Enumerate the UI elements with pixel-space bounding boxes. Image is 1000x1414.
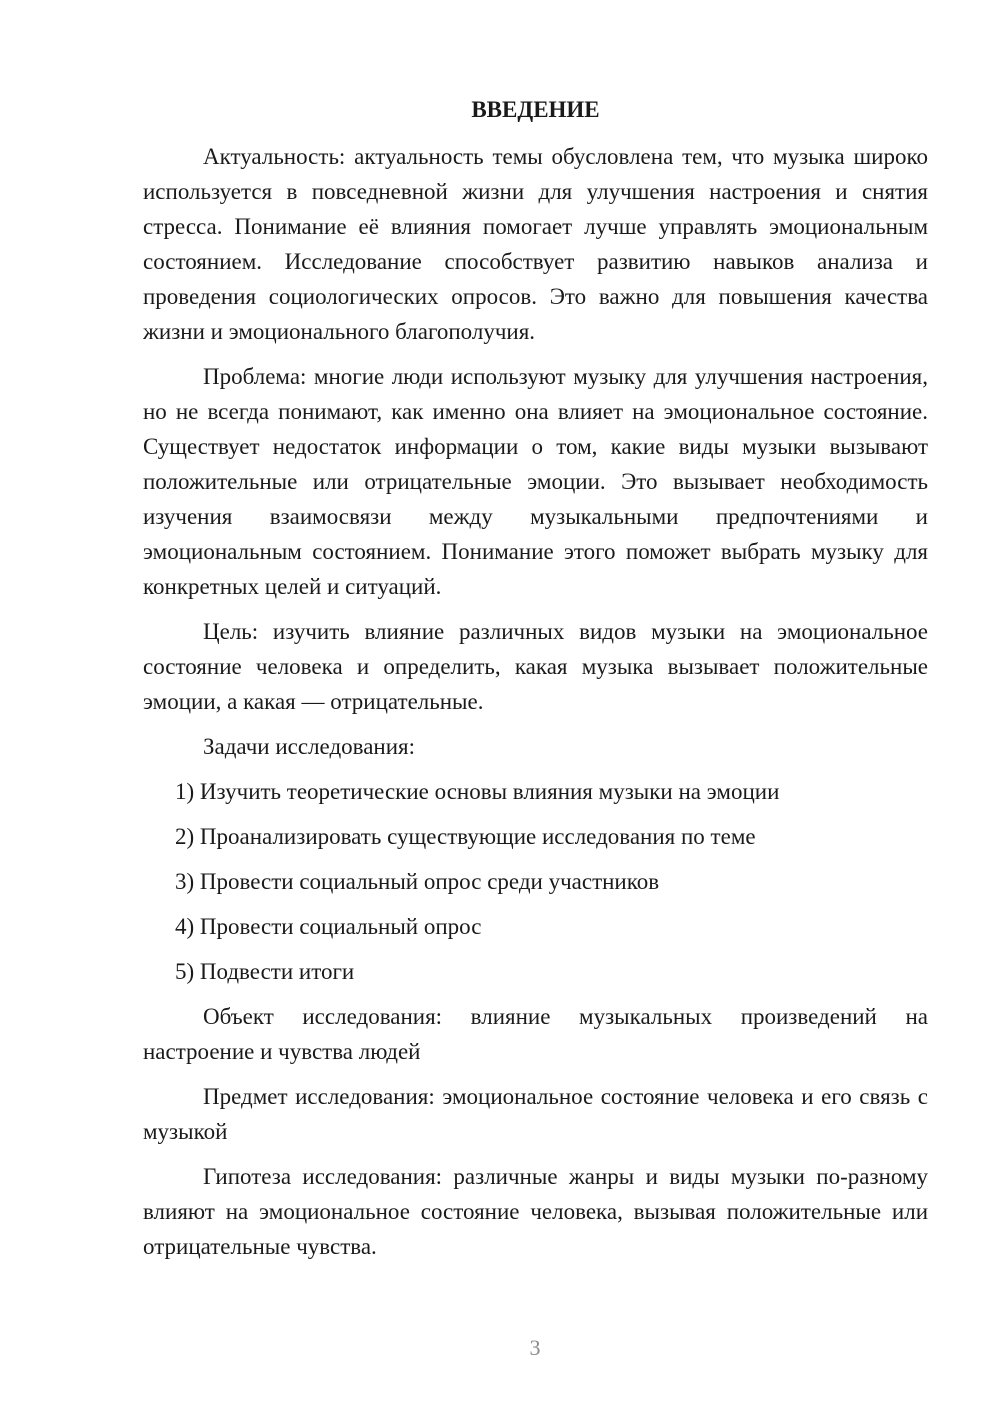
tasks-heading: Задачи исследования: bbox=[203, 734, 416, 759]
problem-paragraph: Проблема: многие люди используют музыку для улучшения настроения, но не всегда понимают, как именно она влияет на эмоциональное состояние. Существует недостаток информации о том, какие виды музыки вызывают положительные или отрицательные эмоции. Это вызывает необходимость изучения взаимосвязи между музыкальными предпочтениями и эмоциональным состоянием. Понимание этого поможет выбрать музыку для конкретных целей и ситуаций. bbox=[143, 364, 928, 599]
task-item-4: 4) Провести социальный опрос bbox=[175, 914, 482, 939]
tasks-list bbox=[143, 774, 928, 989]
relevance-paragraph: Актуальность: актуальность темы обусловлена тем, что музыка широко используется в повседневной жизни для улучшения настроения и снятия стресса. Понимание её влияния помогает лучше управлять эмоциональным состоянием. Исследование способствует развитию навыков анализа и проведения социологических опросов. Это важно для повышения качества жизни и эмоционального благополучия. bbox=[143, 144, 928, 344]
object-paragraph: Объект исследования: влияние музыкальных произведений на настроение и чувства людей bbox=[143, 1004, 928, 1064]
task-item-2: 2) Проанализировать существующие исследования по теме bbox=[175, 824, 756, 849]
page-number: 3 bbox=[529, 1335, 541, 1360]
hypothesis-paragraph: Гипотеза исследования: различные жанры и виды музыки по-разному влияют на эмоциональное состояние человека, вызывая положительные или отрицательные чувства. bbox=[143, 1164, 928, 1259]
subject-paragraph: Предмет исследования: эмоциональное состояние человека и его связь с музыкой bbox=[143, 1084, 928, 1144]
section-title: ВВЕДЕНИЕ bbox=[471, 97, 600, 122]
document-body bbox=[143, 92, 928, 1274]
task-item-3: 3) Провести социальный опрос среди участников bbox=[175, 869, 660, 894]
task-item-1: 1) Изучить теоретические основы влияния музыки на эмоции bbox=[175, 779, 780, 804]
goal-paragraph: Цель: изучить влияние различных видов музыки на эмоциональное состояние человека и определить, какая музыка вызывает положительные эмоции, а какая — отрицательные. bbox=[143, 619, 928, 714]
task-item-5: 5) Подвести итоги bbox=[175, 959, 355, 984]
